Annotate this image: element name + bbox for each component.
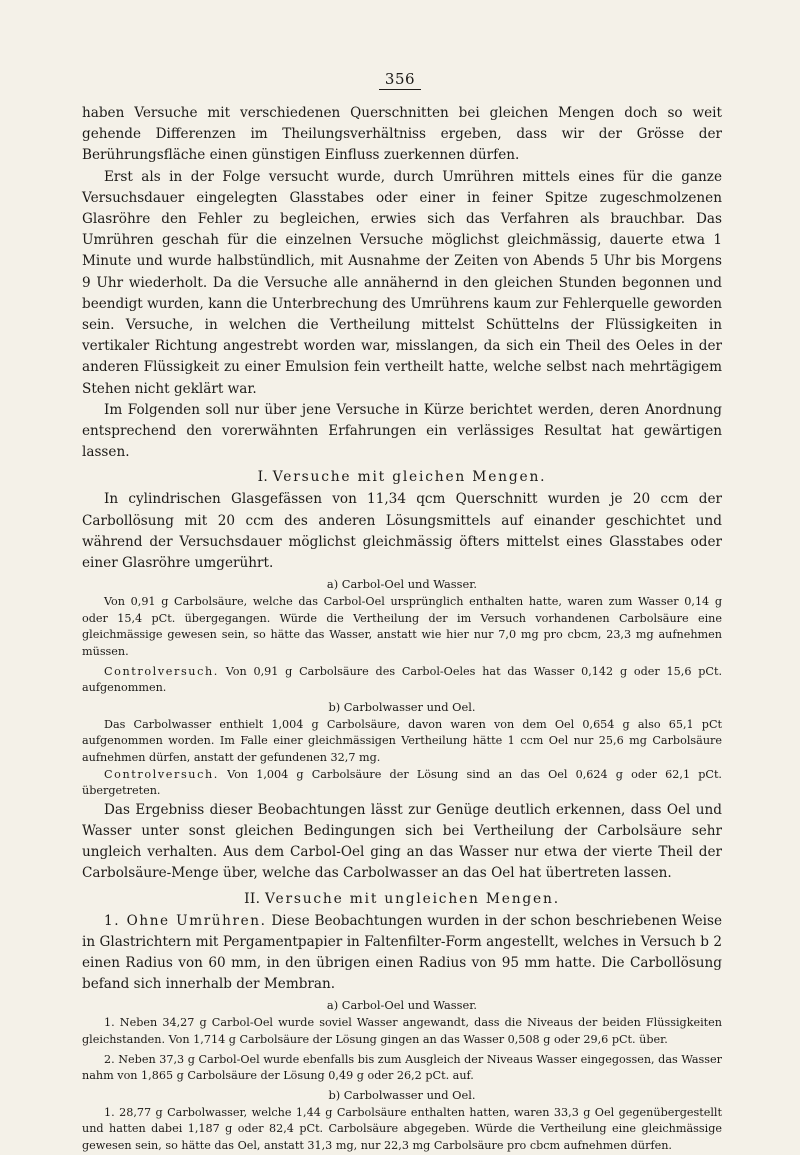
section-2-sub-1 [82, 911, 722, 996]
control-label: Controlversuch. [104, 767, 219, 781]
section-2-a-item-2: 2. Neben 37,3 g Carbol-Oel wurde ebenfalls bis zum Ausgleich der Niveaus Wasser eingegossen, das Wasser nahm von 1,865 g Carbolsäure der Lösung 0,49 g oder 26,2 pCt. auf. [82, 1052, 722, 1083]
section-1-sub-b-text: Das Carbolwasser enthielt 1,004 g Carbolsäure, davon waren von dem Oel 0,654 g also 65,1 pCt aufgenommen worden. Im Falle einer gleichmässigen Vertheilung hätte 1 ccm Oel nur 25,6 mg Carbolsäure aufnehmen dürfen, anstatt der gefundenen 32,7 mg. [82, 717, 722, 765]
section-1-sub-a-control [82, 664, 722, 697]
sub-1-label: 1. Ohne Umrühren. [104, 912, 267, 929]
section-1-sub-a-text: Von 0,91 g Carbolsäure, welche das Carbol-Oel ursprünglich enthalten hatte, waren zum Wasser 0,14 g oder 15,4 pCt. übergegangen. Würde die Vertheilung der im Versuch vorhandenen Carbolsäure eine gleichmässige gewesen sein, so hätte das Wasser, anstatt wie hier nur 7,0 mg pro cbcm, 23,3 mg aufnehmen müssen. [82, 595, 722, 659]
section-1-number: I. [257, 469, 269, 486]
section-1-sub-a-heading: a) Carbol-Oel und Wasser. [326, 577, 478, 592]
paragraph-following-experiments: Im Folgenden soll nur über jene Versuche in Kürze berichtet werden, deren Anordnung entsprechend den vorerwähnten Erfahrungen ein verlässiges Resultat hat gewärtigen lassen. [82, 401, 722, 461]
control-label: Controlversuch. [104, 664, 219, 678]
section-1-heading [82, 467, 722, 488]
section-1-intro: In cylindrischen Glasgefässen von 11,34 qcm Querschnitt wurden je 20 ccm der Carbollösung mit 20 ccm des anderen Lösungsmittels auf einander geschichtet und während der Versuchsdauer möglichst gleichmässig öfters mittelst eines Glasstabes oder einer Glasröhre umgerührt. [82, 491, 722, 572]
paragraph-continuation: haben Versuche mit verschiedenen Querschnitten bei gleichen Mengen doch so weit gehende Differenzen im Theilungsverhältniss ergeben, dass wir der Grösse der Berührungsfläche einen günstigen Einfluss zuerkennen dürfen. [82, 105, 722, 164]
section-1-sub-b-control [82, 767, 722, 800]
section-1-conclusion: Das Ergebniss dieser Beobachtungen lässt zur Genüge deutlich erkennen, dass Oel und Wasser unter sonst gleichen Bedingungen sich bei Vertheilung der Carbolsäure sehr ungleich verhalten. Aus dem Carbol-Oel ging an das Wasser nur etwa der vierte Theil der Carbolsäure-Menge über, welche das Carbolwasser an das Oel hat übertreten lassen. [82, 801, 722, 882]
section-1-sub-b-heading: b) Carbolwasser und Oel. [328, 699, 476, 714]
sub-1-text: Diese Beobachtungen wurden in der schon beschriebenen Weise in Glastrichtern mit Pergamentpapier in Faltenfilter-Form angestellt, welches in Versuch b 2 einen Radius von 60 mm, in den übrigen einen Radius von 95 mm hatte. Die Carbollösung befand sich innerhalb der Membran. [82, 912, 722, 993]
section-1-title: Versuche mit gleichen Mengen. [272, 469, 547, 486]
control-text: Von 1,004 g Carbolsäure der Lösung sind an das Oel 0,624 g oder 62,1 pCt. übergetreten. [82, 767, 722, 798]
paragraph-stirring-method: Erst als in der Folge versucht wurde, durch Umrühren mittels eines für die ganze Versuchsdauer eingelegten Glasstabes oder einer in feiner Spitze zugeschmolzenen Glasröhre den Fehler zu begleichen, erwies sich das Verfahren als brauchbar. Das Umrühren geschah für die einzelnen Versuche möglichst gleichmässig, dauerte etwa 1 Minute und wurde halbstündlich, mit Ausnahme der Zeiten von Abends 5 Uhr bis Morgens 9 Uhr wiederholt. Da die Versuche alle annähernd in den gleichen Stunden begonnen und beendigt wurden, kann die Unterbrechung des Umrührens kaum zur Fehlerquelle geworden sein. Versuche, in welchen die Vertheilung mittelst Schüttelns der Flüssigkeiten in vertikaler Richtung angestrebt worden war, misslangen, da sich ein Theil des Oeles in der anderen Flüssigkeit zu einer Emulsion fein vertheilt hatte, welche selbst nach mehrtägigem Stehen nicht geklärt war. [82, 168, 722, 397]
page-content [82, 103, 722, 1155]
control-text: Von 0,91 g Carbolsäure des Carbol-Oeles hat das Wasser 0,142 g oder 15,6 pCt. aufgenommen. [82, 664, 722, 695]
page-number: 356 [0, 70, 800, 88]
section-2-sub-b-heading: b) Carbolwasser und Oel. [328, 1087, 476, 1102]
section-2-heading [82, 889, 722, 910]
section-2-b-item-1: 1. 28,77 g Carbolwasser, welche 1,44 g Carbolsäure enthalten hatten, waren 33,3 g Oel gegenübergestellt und hatten dabei 1,187 g oder 82,4 pCt. Carbolsäure abgegeben. Würde die Vertheilung eine gleichmässige gewesen sein, so hätte das Oel, anstatt 31,3 mg, nur 22,3 mg Carbolsäure pro cbcm aufnehmen dürfen. [82, 1105, 722, 1152]
section-2-title: Versuche mit ungleichen Mengen. [264, 890, 560, 907]
section-2-a-item-1: 1. Neben 34,27 g Carbol-Oel wurde soviel Wasser angewandt, dass die Niveaus der beiden Flüssigkeiten gleichstanden. Von 1,714 g Carbolsäure der Lösung gingen an das Wasser 0,508 g oder 29,6 pCt. über. [82, 1016, 722, 1047]
section-2-sub-a-heading: a) Carbol-Oel und Wasser. [326, 998, 478, 1013]
section-2-number: II. [244, 890, 261, 907]
